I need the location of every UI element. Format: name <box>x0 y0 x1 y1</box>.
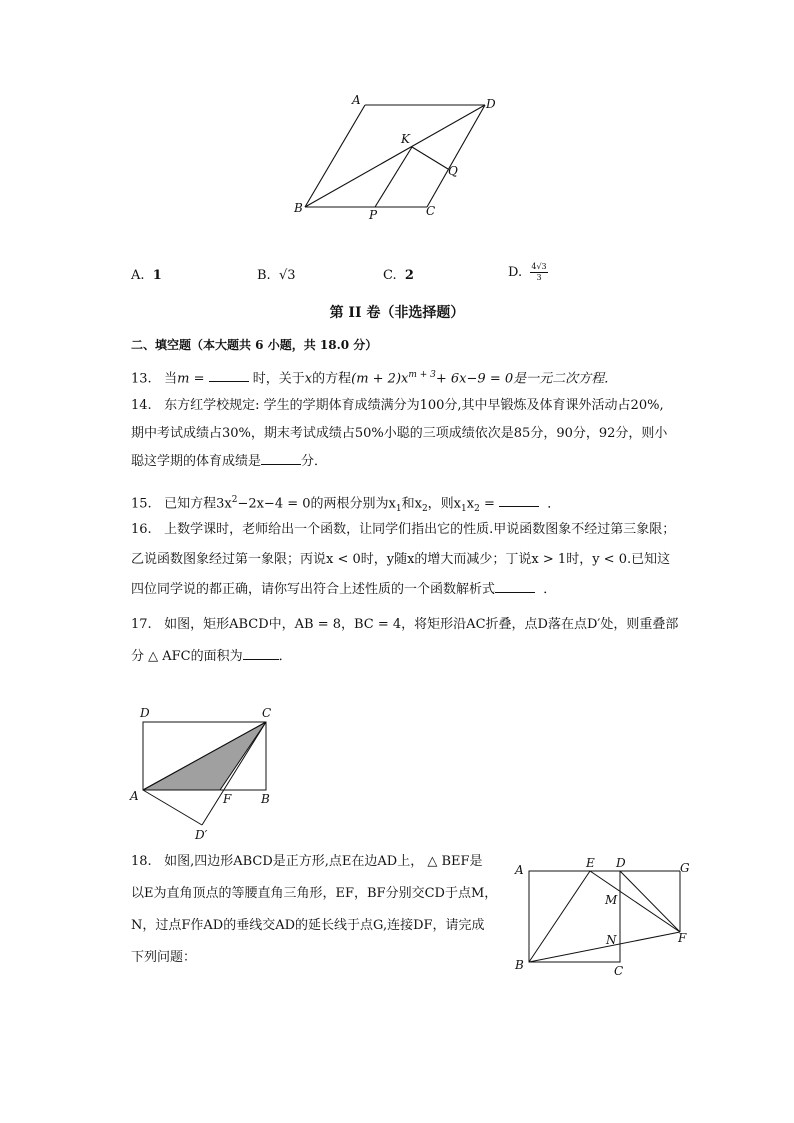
fig1-label-a: A <box>352 93 361 107</box>
section-heading: 二、填空题（本大题共 6 小题，共 18.0 分） <box>131 338 378 352</box>
fig3-label-a: A <box>515 863 524 877</box>
fig2-label-dprime: D′ <box>195 828 208 842</box>
part2-title: 第 II 卷（非选择题） <box>329 305 465 321</box>
fig3-label-d: D <box>616 856 626 870</box>
fig3-label-b: B <box>515 958 524 972</box>
q15-answer-blank[interactable] <box>499 494 539 507</box>
fig1-label-q: Q <box>448 164 458 178</box>
fig2-label-f: F <box>223 792 232 806</box>
question-13: 13. 当m = 时，关于x的方程$(m + 2)x^{m + 3}+ 6x-9 = 0$是一元二次方程． <box>131 370 618 387</box>
fig3-label-e: E <box>586 856 595 870</box>
option-c: C. 2 <box>383 268 414 283</box>
question-16: 16. 上数学课时，老师给出一个函数，让同学们指出它的性质.甲说函数图象不经过第三象限； 乙说函数图象经过第一象限；丙说x < 0时，y随x的增大而减少；丁说x > 1时，y < 0.已知这 四位同学说的都正确，请你写出符合上述性质的一个函数解析式 ． <box>131 522 676 597</box>
fig1-label-b: B <box>294 201 303 215</box>
figure-parallelogram <box>290 92 510 222</box>
fig3-label-g: G <box>680 861 690 875</box>
question-18: 18. 如图,四边形ABCD是正方形,点E在边AD上， △ BEF是 以E为直角顶点的等腰直角三角形，EF，BF分别交CD于点M， N，过点F作AD的垂线交AD的延长线于点G,连接DF，请完成 下列问题： <box>131 854 498 965</box>
q16-answer-blank[interactable] <box>495 580 535 593</box>
fig1-label-p: P <box>369 208 378 222</box>
option-b: B. √3 <box>257 268 296 283</box>
question-14: 14. 东方红学校规定: 学生的学期体育成绩满分为100分,其中早锻炼及体育课外活动占20%, 期中考试成绩占30%，期末考试成绩占50%小聪的三项成绩依次是85分，90分，92分，则小 聪这学期的体育成绩是 分． <box>131 398 668 469</box>
q14-answer-blank[interactable] <box>261 452 301 465</box>
fig2-label-a: A <box>130 789 139 803</box>
fig3-label-f: F <box>678 931 687 945</box>
fig1-label-c: C <box>426 204 436 218</box>
question-17: 17. 如图，矩形ABCD中，AB = 8，BC = 4，将矩形沿AC折叠，点D落在点D′处，则重叠部 分 △ AFC的面积为 ． <box>131 617 679 664</box>
fig3-label-c: C <box>614 964 624 978</box>
q13-answer-blank[interactable] <box>209 369 249 382</box>
fig2-label-d: D <box>140 706 150 720</box>
option-d: D. 4√3 3 <box>508 262 547 282</box>
figure-square <box>510 852 700 980</box>
fig3-label-m: M <box>605 893 618 907</box>
fig2-label-c: C <box>262 706 272 720</box>
fig1-label-k: K <box>401 132 410 146</box>
figure-folded-rectangle <box>125 700 285 845</box>
fig1-label-d: D <box>486 97 496 111</box>
fig3-label-n: N <box>606 933 617 947</box>
option-a: A. 1 <box>131 268 162 283</box>
fig2-label-b: B <box>261 792 270 806</box>
question-15: 15. 已知方程$3x^2-2x-4 = 0$的两根分别为$x_1$和$x_2$，则$x_1x_2$ = ． <box>131 495 561 514</box>
q17-answer-blank[interactable] <box>243 647 279 660</box>
